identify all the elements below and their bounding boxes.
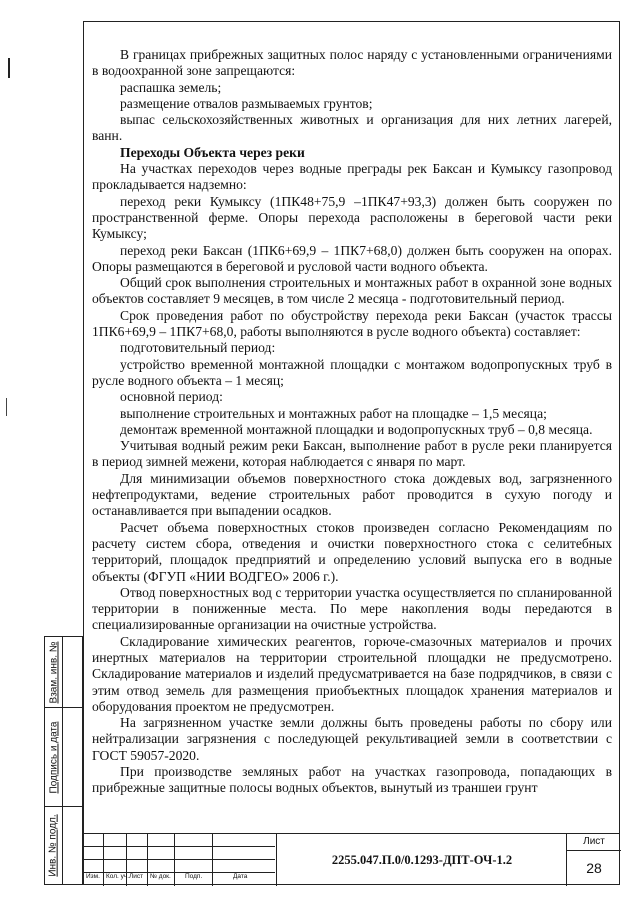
section-heading: Переходы Объекта через реки [120,144,305,160]
paragraph: распашка земель; [120,79,222,95]
sheet-number: 28 [586,860,602,876]
paragraph: Общий срок выполнения строительных и монтажных работ в охранной зоне водных объектов составляет 9 месяцев, в том числе 2 месяца - подготовительный период. [92,275,612,307]
paragraph: демонтаж временной монтажной площадки и водопропускных труб – 0,8 месяца. [120,421,593,437]
paragraph: переход реки Кумыксу (1ПК48+75,9 –1ПК47+93,3) должен быть сооружен по пространственной ферме. Опоры перехода расположены в береговой части реки Кумыксу; [92,193,612,242]
side-stamp [44,636,82,885]
inv-label: Инв. № подл. [48,814,60,877]
document-body [92,47,612,797]
podpis-label: Подпись и дата [48,721,59,793]
revision-grid [83,834,275,886]
sheet-label: Лист [567,834,621,851]
paragraph: выпас сельскохозяйственных животных и организация для них летних лагерей, ванн. [92,112,612,144]
paragraph: подготовительный период: [120,340,276,356]
paragraph: устройство временной монтажной площадки с монтажом водопропускных труб в русле водного объекта – 1 месяц; [92,356,612,388]
paragraph: Учитывая водный режим реки Баксан, выполнение работ в русле реки планируется в период зимней межени, которая наблюдается с января по март. [92,438,612,470]
hdr-data: Дата [233,873,248,880]
paragraph: выполнение строительных и монтажных работ на площадке – 1,5 месяца; [120,405,547,421]
hdr-izm: Изм. [86,873,100,880]
binding-mark [8,58,10,78]
paragraph: В границах прибрежных защитных полос наряду с установленными ограничениями в водоохранной зоне запрещаются: [92,47,612,79]
podpis-value-cell [62,707,83,807]
binding-tick [6,398,7,416]
paragraph: основной период: [120,389,223,405]
paragraph: Расчет объема поверхностных стоков произведен согласно Рекомендациям по расчету систем сбора, отведения и очистки поверхностного стока с селитебных территорий, площадок предприятий и определению условий выпуска его в водные объекты (ФГУП «НИИ ВОДГЕО» 2006 г.). [92,519,612,584]
vzam-label: Взам. инв. № [48,641,60,703]
hdr-list: Лист [129,873,144,880]
paragraph: При производстве земляных работ на участках газопровода, попадающих в прибрежные защитные полосы водных объектов, вынутый из траншеи грунт [92,764,612,796]
inv-value-cell [62,806,83,885]
paragraph: Складирование химических реагентов, горюче-смазочных материалов и прочих инертных материалов на территории строительной площадки не предусмотрено. Складирование материалов и изделий предусматривается на базе подрядчиков, в связи с этим отвод земель для размещения приобъектных площадок хранения материалов и оборудования проектом не предусмотрен. [92,633,612,714]
paragraph: На участках переходов через водные преграды рек Баксан и Кумыксу газопровод прокладывается надземно: [92,161,612,193]
hdr-podp: Подп. [185,873,203,880]
document-code: 2255.047.П.0/0.1293-ДПТ-ОЧ-1.2 [276,834,567,886]
paragraph: Срок проведения работ по обустройству перехода реки Баксан (участок трассы 1ПК6+69,9 – 1ПК7+68,0, работы выполняются в русле водного объекта) составляет: [92,307,612,340]
paragraph: На загрязненном участке земли должны быть проведены работы по сбору или нейтрализации загрязнения с последующей рекультивацией земли в соответствии с ГОСТ 59057-2020. [92,715,612,763]
paragraph: Отвод поверхностных вод с территории участка осуществляется по спланированной территории в пониженные места. По мере накопления воды передаются в специализированные организации на очистные устройства. [92,584,612,633]
hdr-kol-uch: Кол. уч. [106,873,130,880]
sheet-box [566,834,621,886]
title-block [83,833,620,885]
paragraph: переход реки Баксан (1ПК6+69,9 – 1ПК7+68,0) должен быть сооружен на опорах. Опоры размещаются в береговой и русловой части водного объекта. [92,242,612,274]
vzam-value-cell [62,636,83,708]
hdr-doc: № док. [150,873,171,880]
paragraph: размещение отвалов размываемых грунтов; [120,95,373,111]
paragraph: Для минимизации объемов поверхностного стока дождевых вод, загрязненного нефтепродуктами, ведение строительных работ проводится в сухую погоду и останавливается при выпадении осадков. [92,470,612,519]
